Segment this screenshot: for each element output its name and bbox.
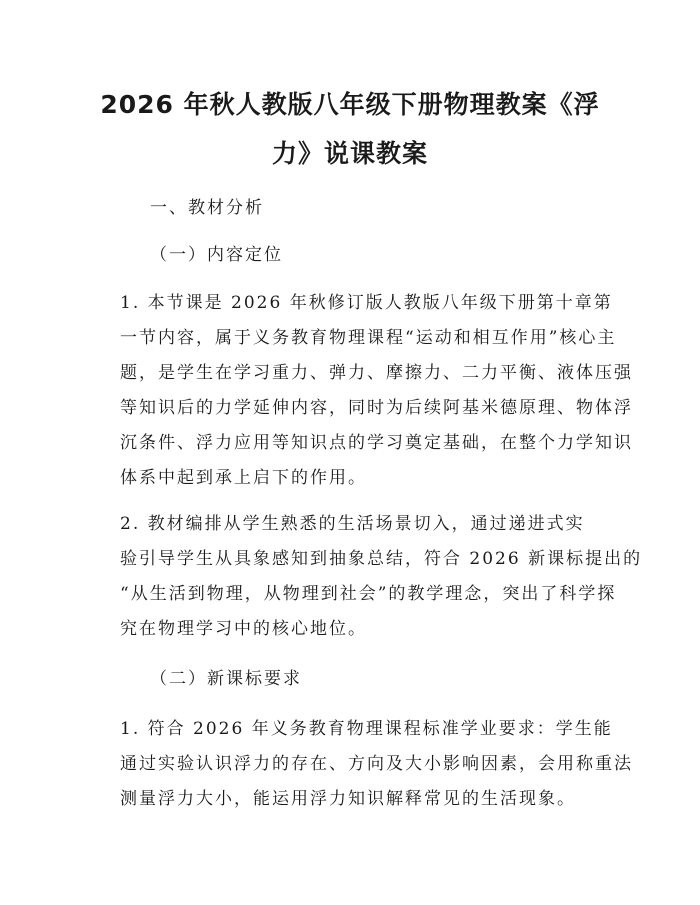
- paragraph-line: 体系中起到承上启下的作用。: [120, 468, 367, 488]
- section-heading-textbook-analysis: 一、教材分析: [150, 198, 264, 218]
- paragraph-line: 究在物理学习中的核心地位。: [120, 619, 367, 639]
- paragraph-line: 2. 教材编排从学生熟悉的生活场景切入，通过递进式实: [120, 514, 585, 534]
- paragraph-curriculum-requirements-1: [120, 712, 633, 817]
- paragraph-line: 1. 符合 2026 年义务教育物理课程标准学业要求：学生能: [120, 719, 613, 739]
- subsection-heading-curriculum-requirements: （二）新课标要求: [150, 669, 302, 689]
- paragraph-content-positioning-2: [120, 507, 643, 647]
- paragraph-line: 题，是学生在学习重力、弹力、摩擦力、二力平衡、液体压强: [120, 363, 633, 383]
- paragraph-line: 测量浮力大小，能运用浮力知识解释常见的生活现象。: [120, 789, 576, 809]
- paragraph-line: 等知识后的力学延伸内容，同时为后续阿基米德原理、物体浮: [120, 398, 633, 418]
- paragraph-line: 沉条件、浮力应用等知识点的学习奠定基础，在整个力学知识: [120, 433, 633, 453]
- document-title-line-2: 力》说课教案: [271, 139, 428, 168]
- document-title-line-1: 2026 年秋人教版八年级下册物理教案《浮: [100, 90, 600, 119]
- paragraph-line: “从生活到物理，从物理到社会”的教学理念，突出了科学探: [120, 584, 617, 604]
- paragraph-content-positioning-1: [120, 286, 633, 496]
- paragraph-line: 通过实验认识浮力的存在、方向及大小影响因素，会用称重法: [120, 754, 633, 774]
- paragraph-line: 1. 本节课是 2026 年秋修订版人教版八年级下册第十章第: [120, 293, 613, 313]
- subsection-heading-content-positioning: （一）内容定位: [150, 245, 283, 265]
- paragraph-line: 验引导学生从具象感知到抽象总结，符合 2026 新课标提出的: [120, 549, 643, 569]
- paragraph-line: 一节内容，属于义务教育物理课程“运动和相互作用”核心主: [120, 328, 617, 348]
